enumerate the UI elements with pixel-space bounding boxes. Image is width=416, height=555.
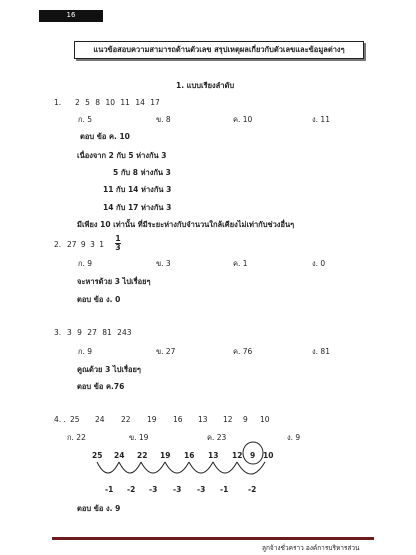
q4-diagram-number: 19 bbox=[160, 451, 171, 460]
q4-seq-item: 9 bbox=[243, 415, 248, 424]
footer-text: ลูกจ้างชั่วคราว องค์การบริหารส่วน bbox=[262, 544, 360, 552]
q4-diagram-number-circled: 9 bbox=[250, 451, 256, 460]
q4-choice-d: ง. 9 bbox=[287, 433, 301, 442]
q3-sequence: 3 9 27 81 243 bbox=[67, 328, 132, 337]
difference-arc bbox=[141, 462, 165, 473]
q4-number: 4. . bbox=[54, 415, 66, 424]
q4-choice-b: ข. 19 bbox=[129, 433, 149, 442]
q1-number: 1. bbox=[54, 98, 62, 107]
q1-choice-b: ข. 8 bbox=[156, 115, 171, 124]
q2-fraction-denominator: 3 bbox=[115, 243, 121, 252]
difference-arc bbox=[213, 462, 237, 473]
q4-difference: -3 bbox=[197, 485, 206, 494]
q4-difference: -1 bbox=[105, 485, 114, 494]
q1-choice-c: ค. 10 bbox=[233, 115, 253, 124]
q4-difference: -2 bbox=[127, 485, 136, 494]
q4-seq-item: 19 bbox=[147, 415, 157, 424]
q2-number: 2. bbox=[54, 240, 62, 249]
q1-answer: ตอบ ข้อ ค. 10 bbox=[80, 132, 130, 141]
q1-conclusion: มีเพียง 10 เท่านั้น ที่มีระยะห่างกับจำนวนใกล้เคียงไม่เท่ากับช่วงอื่นๆ bbox=[77, 220, 295, 229]
q3-choice-b: ข. 27 bbox=[156, 347, 176, 356]
difference-arc bbox=[119, 462, 141, 473]
q4-diagram-number: 22 bbox=[137, 451, 148, 460]
q3-choice-c: ค. 76 bbox=[233, 347, 253, 356]
q2-choice-b: ข. 3 bbox=[156, 259, 171, 268]
q4-diagram-number: 13 bbox=[208, 451, 219, 460]
q4-seq-item: 25 bbox=[70, 415, 80, 424]
q4-seq-item: 12 bbox=[223, 415, 233, 424]
q1-reason-intro: เนื่องจาก 2 กับ 5 ห่างกัน 3 bbox=[77, 151, 167, 160]
q3-choice-d: ง. 81 bbox=[312, 347, 330, 356]
q4-seq-item: 24 bbox=[95, 415, 105, 424]
q4-difference: -3 bbox=[149, 485, 158, 494]
q4-diagram-number: 25 bbox=[92, 451, 103, 460]
difference-arc bbox=[189, 462, 213, 473]
q4-seq-item: 22 bbox=[121, 415, 131, 424]
q4-seq-item: 10 bbox=[260, 415, 270, 424]
footer-rule bbox=[52, 537, 374, 540]
q4-choice-c: ค. 23 bbox=[207, 433, 227, 442]
q1-choice-a: ก. 5 bbox=[78, 115, 93, 124]
page-title: แนวข้อสอบความสามารถด้านตัวเลข สรุปเหตุผลเกี่ยวกับตัวเลขและข้อมูลต่างๆ bbox=[93, 45, 345, 54]
q3-number: 3. bbox=[54, 328, 62, 337]
q4-diagram-number: 10 bbox=[263, 451, 274, 460]
q1-sequence: 2 5 8 10 11 14 17 bbox=[75, 98, 160, 107]
q2-fraction-numerator: 1 bbox=[115, 234, 121, 243]
q2-choice-a: ก. 9 bbox=[78, 259, 93, 268]
q1-reason-line: 11 กับ 14 ห่างกัน 3 bbox=[103, 185, 172, 194]
q1-reason-line: 5 กับ 8 ห่างกัน 3 bbox=[113, 168, 171, 177]
q4-difference: -1 bbox=[220, 485, 229, 494]
q2-sequence: 27 9 3 1 bbox=[67, 240, 105, 249]
q4-seq-item: 13 bbox=[198, 415, 208, 424]
q4-diagram-number: 24 bbox=[114, 451, 125, 460]
q1-reason-line: 14 กับ 17 ห่างกัน 3 bbox=[103, 203, 172, 212]
q3-answer: ตอบ ข้อ ค.76 bbox=[77, 382, 125, 391]
section-heading: 1. แบบเรียงลำดับ bbox=[176, 81, 235, 90]
difference-arc bbox=[97, 462, 119, 473]
q4-seq-item: 16 bbox=[173, 415, 183, 424]
q1-choice-d: ง. 11 bbox=[312, 115, 330, 124]
difference-arc bbox=[165, 462, 189, 473]
q2-choice-d: ง. 0 bbox=[312, 259, 326, 268]
q2-answer: ตอบ ข้อ ง. 0 bbox=[77, 295, 121, 304]
q3-rule: คูณด้วย 3 ไปเรื่อยๆ bbox=[77, 365, 141, 374]
q4-diagram-number: 12 bbox=[232, 451, 243, 460]
q4-difference: -3 bbox=[173, 485, 182, 494]
q3-choice-a: ก. 9 bbox=[78, 347, 93, 356]
q2-choice-c: ค. 1 bbox=[233, 259, 248, 268]
q2-rule: จะหารด้วย 3 ไปเรื่อยๆ bbox=[77, 277, 151, 286]
q4-diagram-number: 16 bbox=[184, 451, 195, 460]
answer-circle bbox=[243, 442, 263, 464]
page-number: 16 bbox=[66, 11, 76, 19]
q4-difference: -2 bbox=[248, 485, 257, 494]
q4-answer: ตอบ ข้อ ง. 9 bbox=[77, 504, 121, 513]
q4-choice-a: ก. 22 bbox=[67, 433, 86, 442]
